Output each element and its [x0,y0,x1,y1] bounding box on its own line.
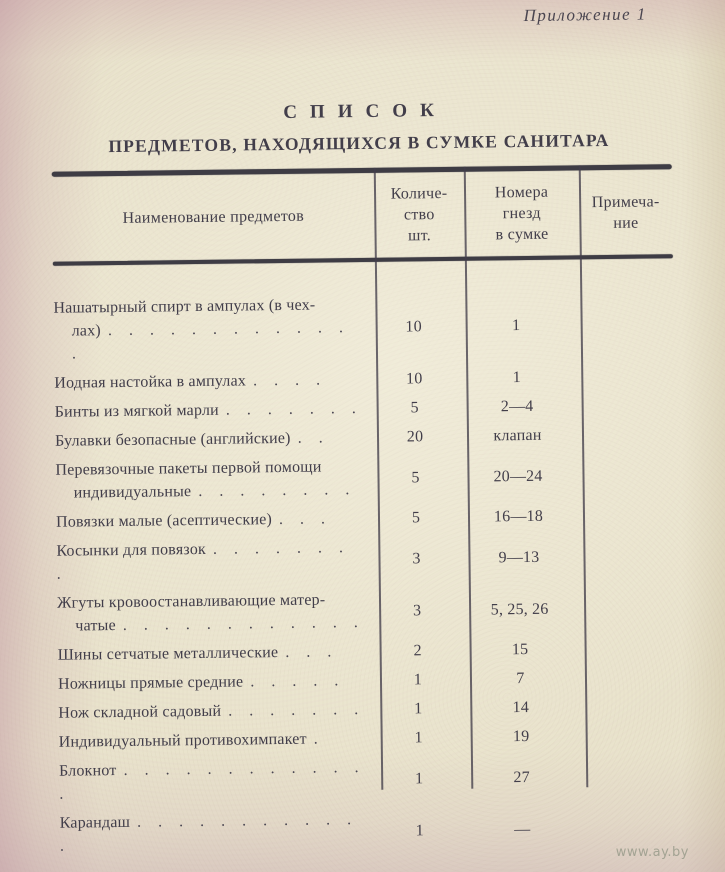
item-note [576,515,669,516]
appendix-label: Приложение 1 [523,4,647,26]
table-row [55,451,676,505]
item-qty: 1 [413,671,423,689]
item-qty: 5 [411,509,421,527]
item-note [577,607,670,608]
table-row [56,532,677,586]
watermark: www.ay.by [615,845,689,860]
item-name: Нож складной садовый . . . . . . . [58,700,365,722]
item-note [575,474,668,475]
item-note [576,555,669,556]
table-row [58,665,678,696]
item-slots: 9—13 [498,548,540,566]
table-row [56,503,676,534]
dot-leader: . . . [278,510,332,529]
dot-leader: . [313,730,325,748]
dot-leader: . . . . . . . [225,400,363,419]
item-name: Блокнот . . . . . . . . . . . . . [58,758,366,803]
item-qty: 10 [405,318,422,336]
item-slots: 5, 25, 26 [490,600,549,618]
item-name: Шины сетчатые металлические . . . [57,643,338,664]
item-slots: 15 [511,640,529,659]
item-name: Перевязочные пакеты первой помощи индивидуальные . . . . . . . . [55,458,356,502]
item-name: Булавки безопасные (английские) . . [54,429,330,450]
item-name: Повязки малые (асептические) . . . [55,510,332,531]
item-name: Индивидуальный противохимпакет . [58,730,325,751]
item-qty: 1 [414,769,424,787]
dot-leader: . . . . . . . . . . . . . [59,758,366,803]
dot-leader: . . . [285,643,338,661]
item-note [579,735,672,736]
item-name: Бинты из мягкой марли . . . . . . . [54,400,363,421]
dot-leader: . . . . . . . [228,700,365,720]
item-slots: 16—18 [493,507,544,526]
column-header: Наименование предметов [122,207,305,227]
item-slots: 19 [512,727,530,746]
item-name: Нашатырный спирт в ампулах (в чех- лах) . . . . . . . . . . . . . [53,296,350,363]
table-body [53,258,680,858]
item-qty: 3 [412,601,422,619]
table-row [55,393,675,424]
item-qty: 1 [414,729,423,747]
dot-leader: . . . . . . . . . . . . . [71,319,350,363]
page-title: СПИСОК [283,99,447,123]
item-note [578,677,671,678]
item-qty: 10 [405,370,423,388]
dot-leader: . . . . [252,371,327,390]
item-slots: 7 [516,670,525,688]
item-qty: 5 [410,399,419,417]
item-note [574,376,667,377]
item-slots: 2—4 [500,397,534,416]
item-slots: 20—24 [493,467,543,485]
item-name: Жгуты кровоостанавливающие матер- чатые . . . . . . . . . . . . [56,591,365,635]
item-qty: 5 [411,468,420,486]
dot-leader: . . . . . . . . . . . . [59,811,358,855]
column-header: Примеча- ние [591,192,660,232]
dot-leader: . . . . . [250,672,345,691]
item-note [578,648,671,649]
items-table [52,164,680,864]
table-row [60,804,681,858]
item-slots: 14 [512,698,530,717]
column-header: Количе- ство шт. [390,184,448,245]
dot-leader: . . . . . . . . . . . . [122,613,365,634]
item-note [575,405,668,406]
table-row [53,289,674,366]
item-name: Косынки для повязок . . . . . . . . [56,539,350,583]
item-slots: 1 [512,369,521,387]
item-name: Иодная настойка в ампулах . . . . [54,371,327,392]
dot-leader: . . . . . . . . [56,539,350,583]
item-slots: 27 [513,768,530,786]
item-name: Ножницы прямые средние . . . . . [57,672,345,693]
item-note [580,827,673,828]
table-row [58,636,678,667]
item-qty: 3 [412,549,421,567]
item-qty: 2 [413,642,422,660]
page-subtitle: ПРЕДМЕТОВ, НАХОДЯЩИХСЯ В СУМКЕ САНИТАРА [108,129,610,157]
item-slots: клапан [493,426,542,445]
table-row [59,752,680,806]
dot-leader: . . . . . . . . [198,481,356,501]
item-slots: 1 [511,317,521,335]
item-note [575,434,668,435]
table-row [55,422,675,453]
table-row [59,723,679,754]
item-name: Карандаш . . . . . . . . . . . . [59,811,358,855]
item-qty: 20 [406,428,424,446]
table-row [57,584,678,638]
item-note [574,324,667,325]
item-qty: 1 [415,821,425,839]
table-row [58,694,678,725]
column-header: Номера гнезд в сумке [494,183,549,244]
table-row [54,364,674,395]
item-slots: — [514,820,531,838]
item-qty: 1 [414,700,423,718]
item-note [578,706,671,707]
dot-leader: . . [297,429,330,447]
item-note [579,775,672,776]
